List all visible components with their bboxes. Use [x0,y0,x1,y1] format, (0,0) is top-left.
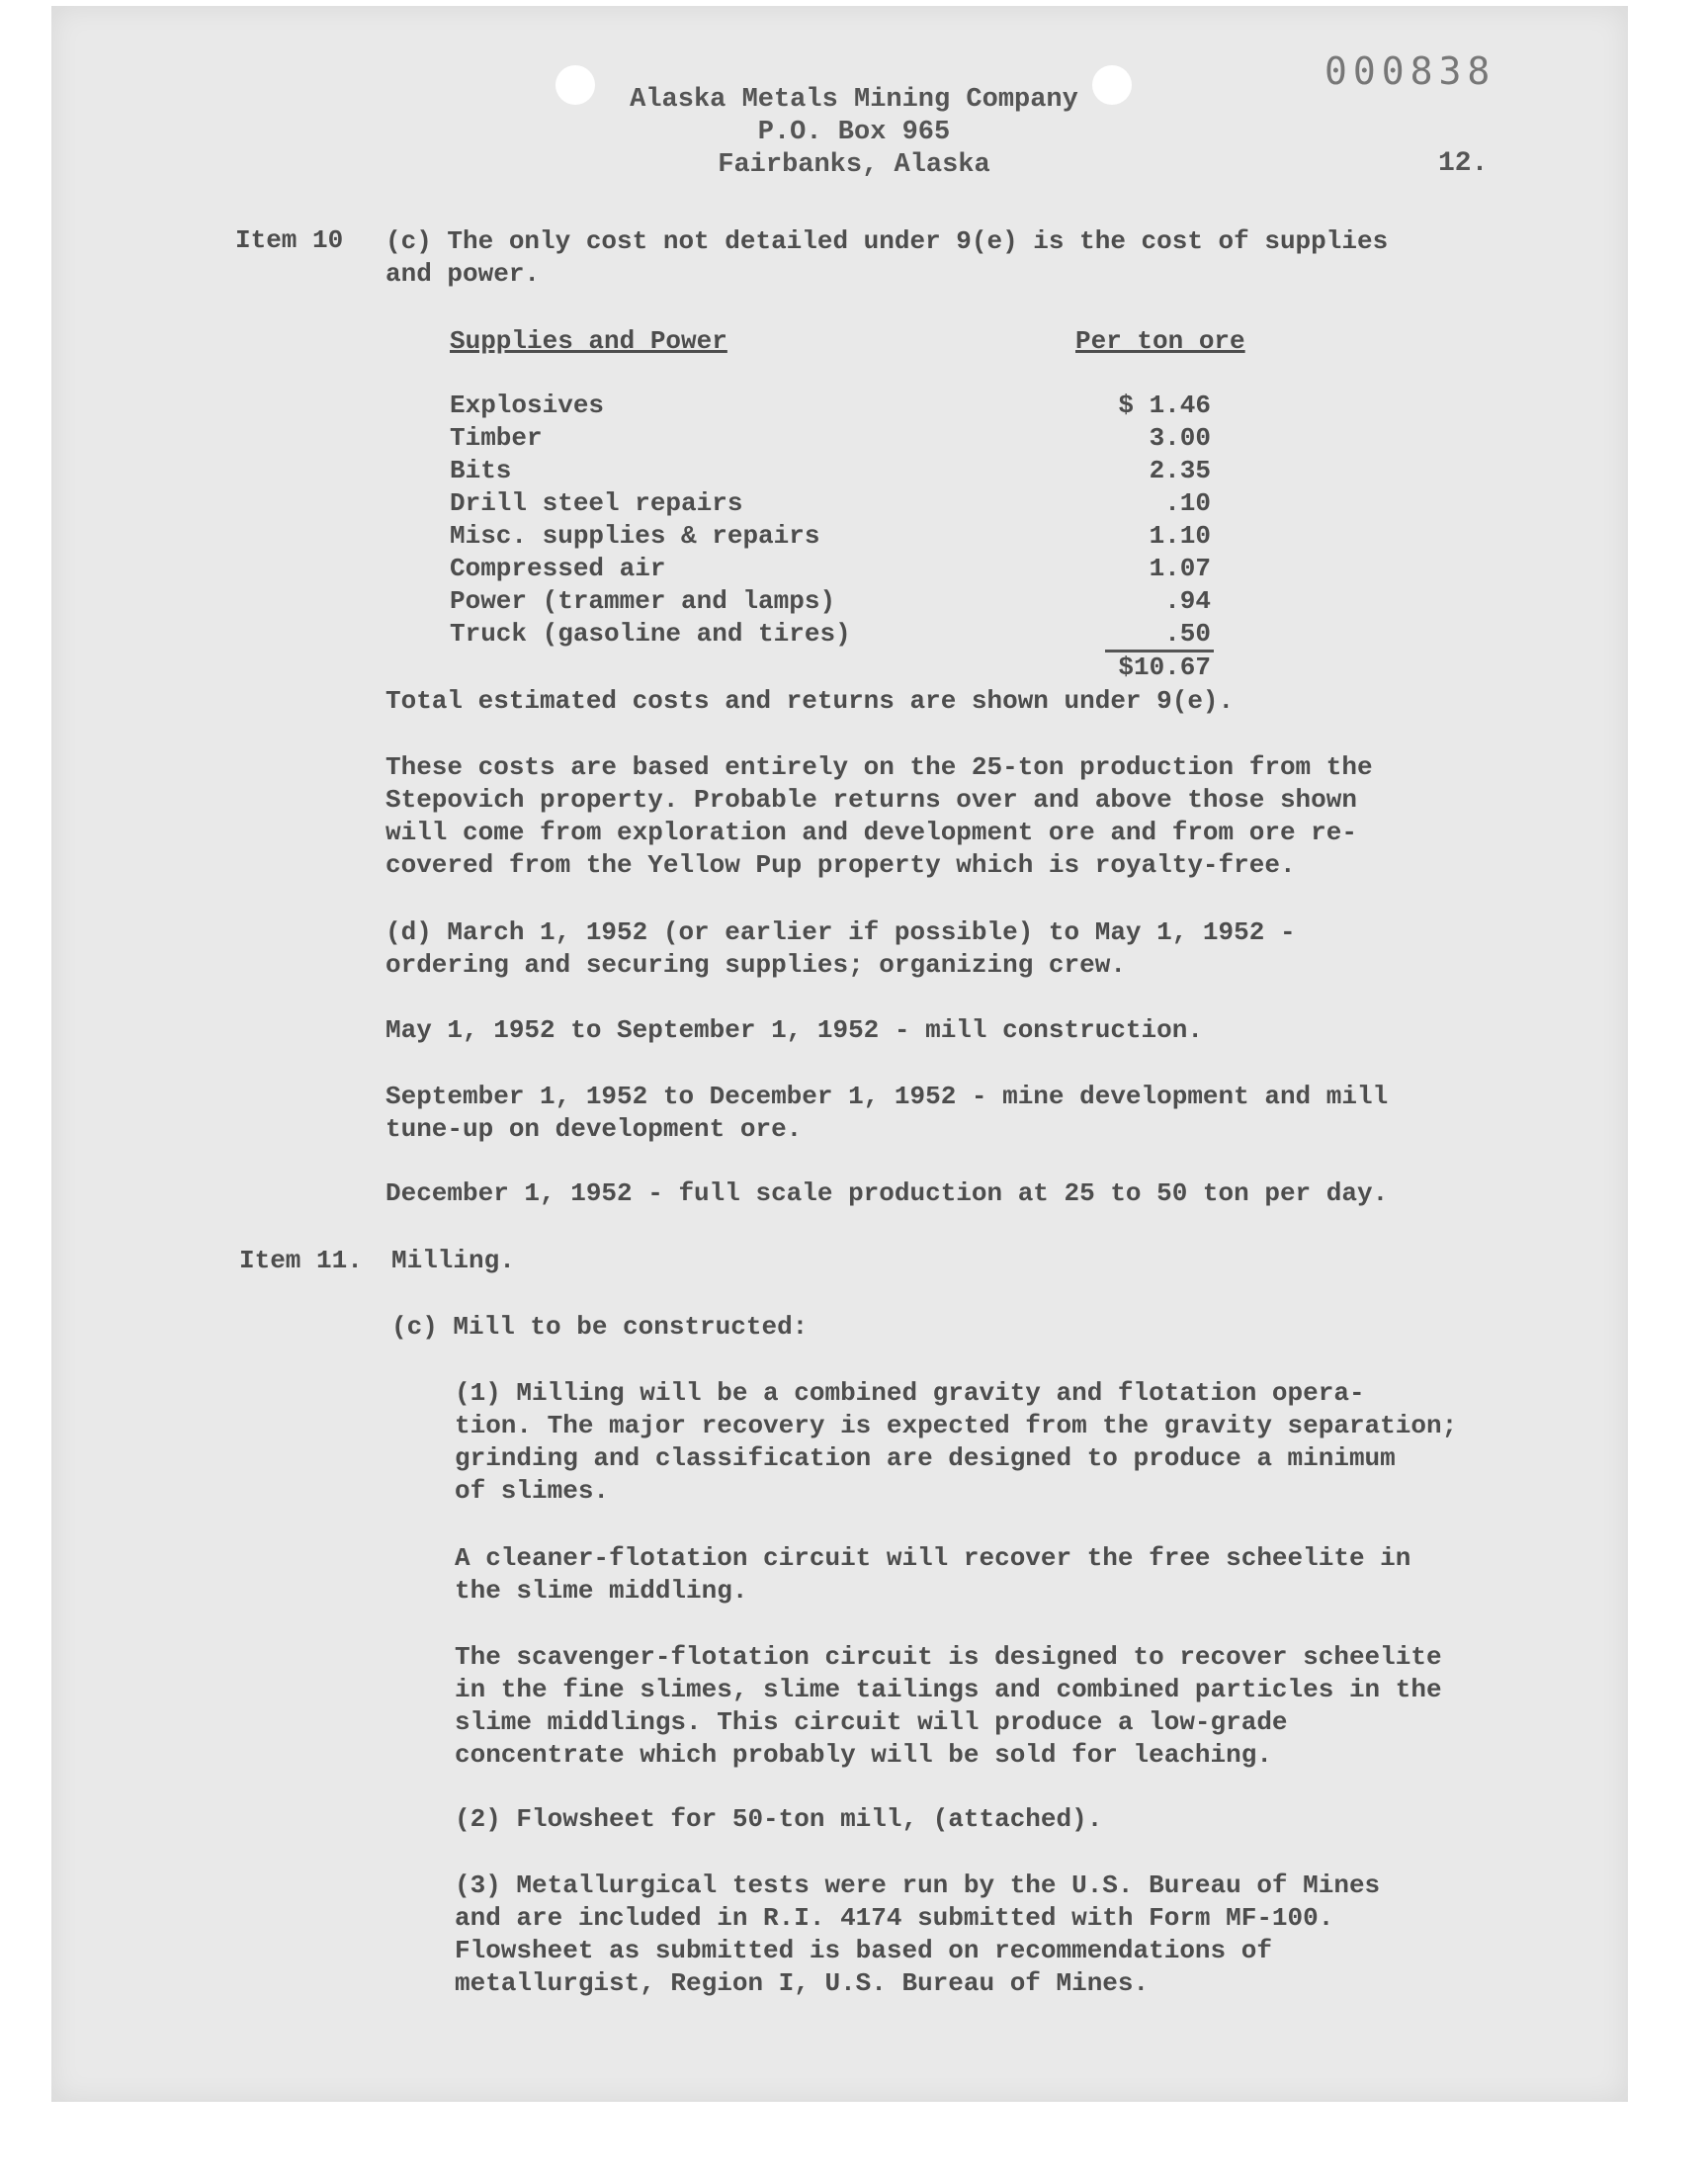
letterhead-city: Fairbanks, Alaska [718,150,990,180]
supply-value: .10 [1164,488,1211,518]
supply-name: Explosives [450,391,605,420]
text-line: (3) Metallurgical tests were run by the U.S. Bureau of Mines [455,1870,1381,1900]
scavenger-flotation-paragraph [455,1641,1442,1772]
text-line: slime middlings. This circuit will produce a low-grade [455,1707,1288,1737]
item11-title: Milling. [391,1246,515,1275]
text-line: covered from the Yellow Pup property which is royalty-free. [385,850,1296,880]
schedule-d-paragraph [385,916,1296,982]
letterhead-box: P.O. Box 965 [757,118,951,147]
schedule-may: May 1, 1952 to September 1, 1952 - mill construction. [385,1015,1203,1045]
text-line: the slime middling. [455,1576,748,1606]
text-line: grinding and classification are designed to produce a minimum [455,1443,1396,1473]
text-line: ordering and securing supplies; organizing crew. [385,950,1126,980]
text-line: A cleaner-flotation circuit will recover the free scheelite in [455,1543,1411,1573]
schedule-september-paragraph [385,1081,1388,1146]
supply-value: 2.35 [1149,456,1211,485]
text-line: (1) Milling will be a combined gravity and flotation opera- [455,1378,1365,1408]
supply-name: Compressed air [450,554,666,583]
table-header-per-ton: Per ton ore [1075,326,1245,356]
supply-value: .50 [1164,619,1211,649]
supply-name: Power (trammer and lamps) [450,586,836,616]
text-line: Stepovich property. Probable returns over and above those shown [385,785,1357,815]
document-number-stamp: 000838 [1324,49,1496,93]
costs-basis-paragraph [385,751,1373,882]
text-line: tion. The major recovery is expected from the gravity separation; [455,1411,1458,1440]
schedule-december: December 1, 1952 - full scale production at 25 to 50 ton per day. [385,1178,1389,1208]
supply-name: Drill steel repairs [450,488,743,518]
supplies-values [1072,390,1211,651]
letterhead-company: Alaska Metals Mining Company [630,85,1078,115]
item10-intro [385,225,1388,291]
flowsheet-note: (2) Flowsheet for 50-ton mill, (attached). [455,1804,1103,1834]
paper-sheet [51,6,1628,2102]
supply-value: 1.10 [1149,521,1211,551]
supply-name: Truck (gasoline and tires) [450,619,851,649]
supply-name: Misc. supplies & repairs [450,521,820,551]
supply-name: Bits [450,456,512,485]
text-line: (c) The only cost not detailed under 9(e) is the cost of supplies [385,226,1389,256]
text-line: The scavenger-flotation circuit is designed to recover scheelite [455,1642,1442,1672]
supply-value: 1.07 [1149,554,1211,583]
item10-label: Item 10 [235,225,344,255]
page-number: 12. [1438,148,1489,179]
text-line: September 1, 1952 to December 1, 1952 - mine development and mill [385,1082,1389,1111]
cleaner-flotation-paragraph [455,1542,1410,1608]
text-line: Flowsheet as submitted is based on recommendations of [455,1936,1272,1965]
text-line: These costs are based entirely on the 25-ton production from the [385,752,1373,782]
total-note: Total estimated costs and returns are shown under 9(e). [385,686,1235,716]
table-header-supplies: Supplies and Power [450,326,727,356]
text-line: and are included in R.I. 4174 submitted with Form MF-100. [455,1903,1334,1933]
supply-value: .94 [1164,586,1211,616]
text-line: tune-up on development ore. [385,1114,803,1144]
text-line: and power. [385,259,541,289]
text-line: concentrate which probably will be sold for leaching. [455,1740,1272,1770]
text-line: metallurgist, Region I, U.S. Bureau of Mines. [455,1968,1150,1998]
supply-value: $ 1.46 [1118,391,1211,420]
text-line: of slimes. [455,1476,610,1506]
text-line: will come from exploration and development ore and from ore re- [385,818,1357,847]
item11-sub-c: (c) Mill to be constructed: [391,1312,809,1342]
milling-paragraph-1 [455,1377,1457,1508]
supplies-list [450,390,851,651]
text-line: (d) March 1, 1952 (or earlier if possible) to May 1, 1952 - [385,917,1296,947]
text-line: in the fine slimes, slime tailings and combined particles in the [455,1675,1442,1704]
supplies-total: $10.67 [1118,652,1211,682]
supply-value: 3.00 [1149,423,1211,453]
item11-label: Item 11. [239,1246,363,1275]
metallurgical-tests-paragraph [455,1870,1380,2000]
supply-name: Timber [450,423,543,453]
